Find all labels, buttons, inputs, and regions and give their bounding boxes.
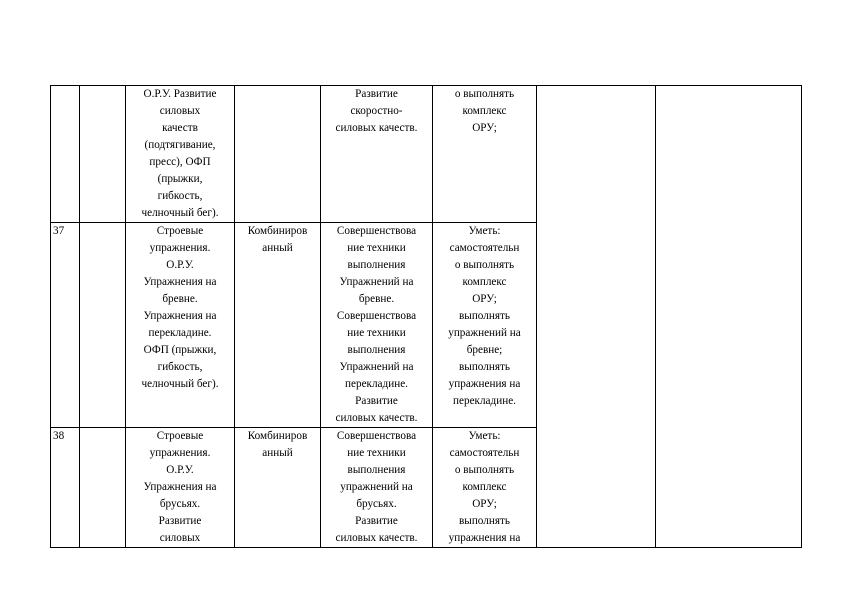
cell-line: (подтягивание, [144,139,216,151]
cell-line: брусьях. [159,498,201,510]
skills-cell [433,86,537,223]
cell-line: упражнения на [448,378,521,390]
content-cell [321,428,433,548]
cell-line: силовых [159,105,201,117]
cell-line: Уметь: [468,430,501,442]
cell-line: брусьях. [356,498,397,510]
lesson-plan-table [50,85,802,548]
empty-cell [656,428,802,548]
table-row [51,428,802,548]
cell-line: качеств [162,122,198,134]
cell-line: гибкость, [157,190,203,202]
cell-line: самостоятельн [449,242,520,254]
cell-line: выполнять [459,515,510,527]
topic-cell [126,86,235,223]
cell-line: упражнения. [149,242,211,254]
cell-line: бревне; [466,344,503,356]
content-cell [321,86,433,223]
cell-line: анный [262,242,293,254]
cell-line: Развитие [355,515,398,527]
cell-line: пресс), ОФП [149,156,211,168]
lesson-number-cell: 37 [51,223,80,428]
cell-line: о выполнять [454,259,515,271]
cell-line: бревне. [358,293,395,305]
cell-line: Упражнения на [143,481,217,493]
cell-line: упражнений на [340,481,413,493]
cell-line: упражнения. [149,447,211,459]
cell-line: Совершенствова [336,430,417,442]
cell-line: О.Р.У. [166,464,194,476]
empty-cell [80,428,126,548]
table-row [51,223,802,428]
cell-line: о выполнять [454,464,515,476]
cell-line: выполнения [347,464,406,476]
cell-line: Упражнений на [339,361,414,373]
empty-cell [656,86,802,223]
cell-line: Комбиниров [247,430,308,442]
cell-line: о выполнять [454,88,515,100]
cell-line: О.Р.У. [166,259,194,271]
content-cell [321,223,433,428]
cell-line: Упражнений на [339,276,414,288]
lesson-type-cell [235,86,321,223]
cell-line: Комбиниров [247,225,308,237]
empty-cell [656,223,802,428]
cell-line: силовых качеств. [335,532,418,544]
empty-cell [537,223,656,428]
cell-line: анный [262,447,293,459]
cell-line: Строевые [156,430,204,442]
cell-line: перекладине. [345,378,408,390]
cell-line: выполнения [347,344,406,356]
lesson-type-cell [235,428,321,548]
cell-line: гибкость, [157,361,203,373]
empty-cell [80,223,126,428]
cell-line: силовых качеств. [335,412,418,424]
cell-line: ОРУ; [472,293,497,305]
cell-line: Совершенствова [336,310,417,322]
cell-line: выполнять [459,361,510,373]
cell-line: ОРУ; [472,498,497,510]
cell-line: бревне. [162,293,198,305]
cell-line: Строевые [156,225,204,237]
topic-cell [126,223,235,428]
cell-line: челночный бег). [141,207,219,219]
cell-line: выполнения [347,259,406,271]
cell-line: ние техники [347,447,406,459]
cell-line: перекладине. [148,327,212,339]
cell-line: комплекс [462,105,507,117]
cell-line: Упражнения на [143,276,217,288]
cell-line: (прыжки, [157,173,203,185]
lesson-number-cell: 38 [51,428,80,548]
cell-line: ОРУ; [472,122,497,134]
empty-cell [537,86,656,223]
cell-line: ние техники [347,327,406,339]
cell-line: ОФП (прыжки, [143,344,217,356]
lesson-number-cell [51,86,80,223]
empty-cell [80,86,126,223]
cell-line: силовых качеств. [335,122,418,134]
cell-line: Совершенствова [336,225,417,237]
topic-cell [126,428,235,548]
cell-line: Уметь: [468,225,501,237]
cell-line: Развитие [158,515,202,527]
cell-line: комплекс [462,481,507,493]
cell-line: челночный бег). [141,378,219,390]
lesson-type-cell [235,223,321,428]
cell-line: упражнения на [448,532,521,544]
cell-line: самостоятельн [449,447,520,459]
cell-line: перекладине. [453,395,516,407]
cell-line: Упражнения на [143,310,217,322]
cell-line: силовых [159,532,201,544]
cell-line: ние техники [347,242,406,254]
cell-line: О.Р.У. Развитие [143,88,217,100]
cell-line: Развитие [355,395,398,407]
skills-cell [433,428,537,548]
empty-cell [537,428,656,548]
table-row [51,86,802,223]
cell-line: комплекс [462,276,507,288]
skills-cell [433,223,537,428]
cell-line: упражнений на [448,327,521,339]
cell-line: Развитие [355,88,398,100]
cell-line: скоростно- [350,105,403,117]
cell-line: выполнять [459,310,510,322]
